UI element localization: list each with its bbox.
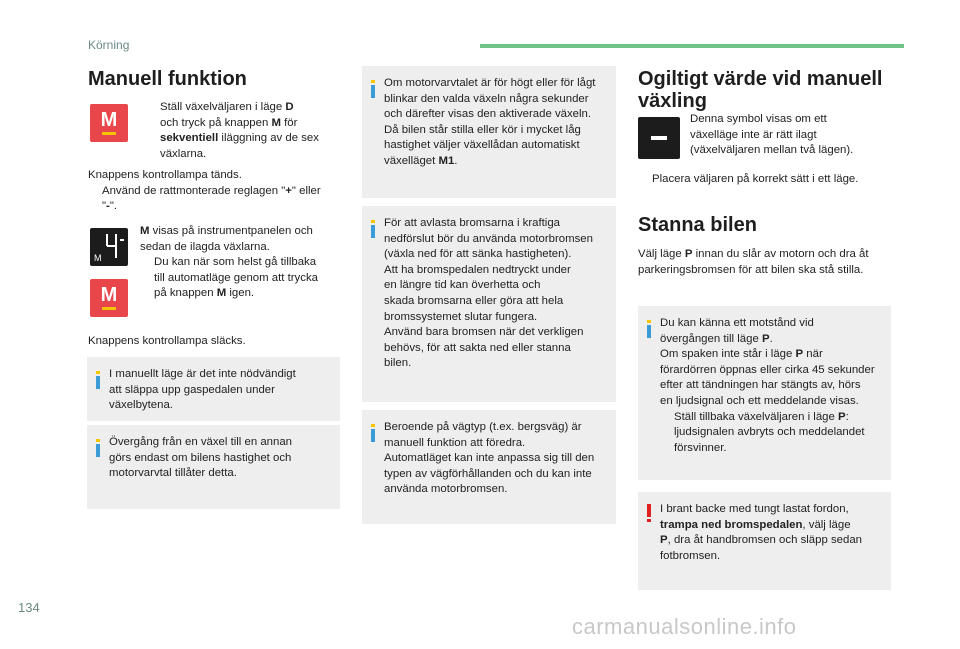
m-button-icon-2: M (90, 279, 128, 317)
info-box-park: Du kan känna ett motstånd vid övergången till läge P. Om spaken inte står i läge P när förardörren öppnas eller cirka 45 sekunder efter att tändningen har stängts av, hörs en ljudsignal och ett meddelande visas. Ställ tillbaka växelväljaren i läge P: ljudsignalen avbryts och meddelandet försvinner. (638, 306, 891, 480)
info-icon (96, 371, 100, 389)
shift-instruction: Ställ växelväljaren i läge D och tryck på knappen M för sekventiell iläggning av de sex växlarna. (160, 101, 319, 160)
manual-title: Manuell funktion (88, 68, 247, 90)
info-box-road-type: Beroende på vägtyp (t.ex. bergsväg) är manuell funktion att föredra. Automatläget kan inte anpassa sig till den typen av vägförhållanden och du kan inte använda motorbromsen. (362, 410, 616, 524)
watermark: carmanualsonline.info (572, 614, 797, 639)
info-icon (371, 424, 375, 442)
place-selector-text: Placera väljaren på korrekt sätt i ett läge. (652, 173, 859, 185)
instrument-display-icon (90, 228, 128, 266)
lamp-off-text: Knappens kontrollampa släcks. (88, 335, 246, 347)
stop-car-text: Välj läge P innan du slår av motorn och dra åt parkeringsbromsen för att bilen ska stå stilla. (638, 248, 869, 276)
section-title: Körning (88, 38, 130, 52)
lamp-on-text: Knappens kontrollampa tänds. Använd de rattmonterade reglagen "+" eller "-". (88, 169, 321, 213)
info-box-throttle: I manuellt läge är det inte nödvändigt att släppa upp gaspedalen under växelbytena. (87, 357, 340, 421)
info-icon (371, 220, 375, 238)
info-box-rpm: Om motorvarvtalet är för högt eller för lågt blinkar den valda växeln några sekunder och därefter visas den aktiverade växeln. Då bilen står stilla eller kör i mycket låg hastighet väljer växellådan automatiskt växelläget M1. (362, 66, 616, 198)
svg-text:M: M (94, 253, 102, 263)
info-icon (96, 439, 100, 457)
m-button-icon: M (90, 104, 128, 142)
info-box-brakes: För att avlasta bromsarna i kraftiga nedförslut bör du använda motorbromsen (växla ned för att sänka hastigheten). Att ha bromspedalen nedtryckt under en längre tid kan överhetta och skada bromsarna eller göra att hela bromssystemet slutar fungera. Använd bara bromsen när det verkligen behövs, för att sakta ned eller stanna bilen. (362, 206, 616, 402)
m-display-text: M visas på instrumentpanelen och sedan de ilagda växlarna. Du kan när som helst gå tillbaka till automatläge genom att trycka på knappen M igen. (140, 225, 318, 300)
invalid-gear-icon (638, 117, 680, 159)
symbol-description: Denna symbol visas om ett växelläge inte är rätt ilagt (växelväljaren mellan två lägen). (690, 113, 854, 157)
info-icon (371, 80, 375, 98)
section-bar (480, 44, 904, 48)
invalid-value-title: Ogiltigt värde vid manuell växling (638, 68, 883, 113)
info-icon (647, 320, 651, 338)
info-box-gear-change: Övergång från en växel till en annan görs endast om bilens hastighet och motorvarvtal tillåter detta. (87, 425, 340, 509)
page-number: 134 (18, 600, 40, 615)
warning-icon (647, 504, 651, 522)
warning-box-slope: I brant backe med tungt lastat fordon, trampa ned bromspedalen, välj läge P, dra åt handbromsen och släpp sedan fotbromsen. (638, 492, 891, 590)
stop-car-title: Stanna bilen (638, 214, 757, 236)
